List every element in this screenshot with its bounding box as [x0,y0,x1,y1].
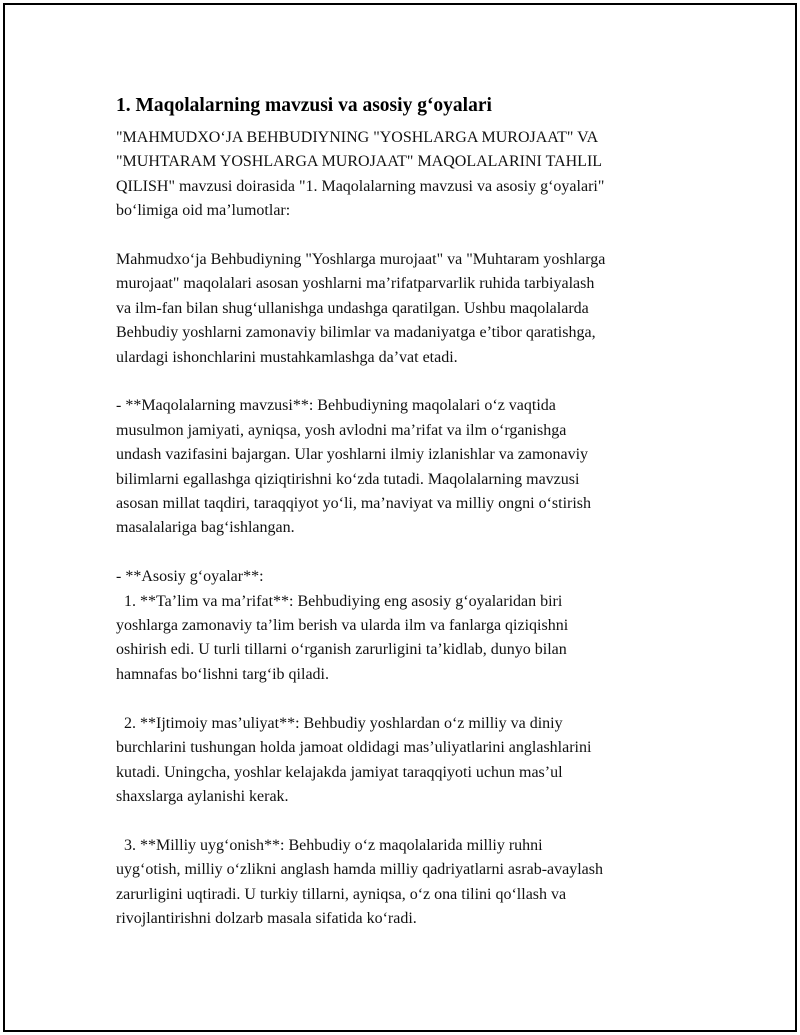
paragraph-gap [116,687,696,711]
document-body [116,94,696,931]
paragraph-ideas-responsibility: 2. **Ijtimoiy mas’uliyat**: Behbudiy yoshlardan o‘z milliy va diniy burchlarini tushungan holda jamoat oldidagi mas’uliyatlarini anglashlarini kutadi. Uningcha, yoshlar kelajakda jamiyat taraqqiyoti uchun mas’ul shaxslarga aylanishi kerak. [116,714,592,805]
intro-paragraph: "MAHMUDXO‘JA BEHBUDIYNING "YOSHLARGA MUROJAAT" VA "MUHTARAM YOSHLARGA MUROJAAT" MAQOLALARINI TAHLIL QILISH" mavzusi doirasida "1. Maqolalarning mavzusi va asosiy g‘oyalari" bo‘limiga oid ma’lumotlar: [116,129,605,220]
paragraph-gap [116,370,696,394]
section-heading: 1. Maqolalarning mavzusi va asosiy g‘oyalari [116,95,492,116]
paragraph-ideas-awakening: 3. **Milliy uyg‘onish**: Behbudiy o‘z maqolalarida milliy ruhni uyg‘otish, milliy o‘zlikni anglash hamda milliy qadriyatlarni asrab-avaylash zarurligini uqtiradi. U turkiy tillarni, ayniqsa, o‘z ona tilini qo‘llash va rivojlantirishni dolzarb masala sifatida ko‘radi. [116,836,603,927]
paragraph-gap [116,541,696,565]
paragraph-gap [116,224,696,248]
paragraph-topic: - **Maqolalarning mavzusi**: Behbudiyning maqolalari o‘z vaqtida musulmon jamiyati, ayniqsa, yosh avlodni ma’rifat va ilm o‘rganishga undash vazifasini bajargan. Ular yoshlarni ilmiy izlanishlar va zamonaviy bilimlarni egallashga qiziqtirishni ko‘zda tutadi. Maqolalarning mavzusi asosan millat taqdiri, taraqqiyot yo‘li, ma’naviyat va milliy ongni o‘stirish masalalariga bag‘ishlangan. [116,397,592,537]
paragraph-gap [116,809,696,833]
paragraph-overview: Mahmudxo‘ja Behbudiyning "Yoshlarga murojaat" va "Muhtaram yoshlarga murojaat" maqolalari asosan yoshlarni ma’rifatparvarlik ruhida tarbiyalash va ilm-fan bilan shug‘ullanishga undashga qaratilgan. Ushbu maqolalarda Behbudiy yoshlarni zamonaviy bilimlar va madaniyatga e’tibor qaratishga, ulardagi ishonchlarini mustahkamlashga da’vat etadi. [116,251,606,366]
paragraph-ideas-education: - **Asosiy g‘oyalar**: 1. **Ta’lim va ma’rifat**: Behbudiying eng asosiy g‘oyalaridan biri yoshlarga zamonaviy ta’lim berish va ularda ilm va fanlarga qiziqishni oshirish edi. U turli tillarni o‘rganish zarurligini ta’kidlab, dunyo bilan hamnafas bo‘lishni targ‘ib qiladi. [116,568,569,683]
